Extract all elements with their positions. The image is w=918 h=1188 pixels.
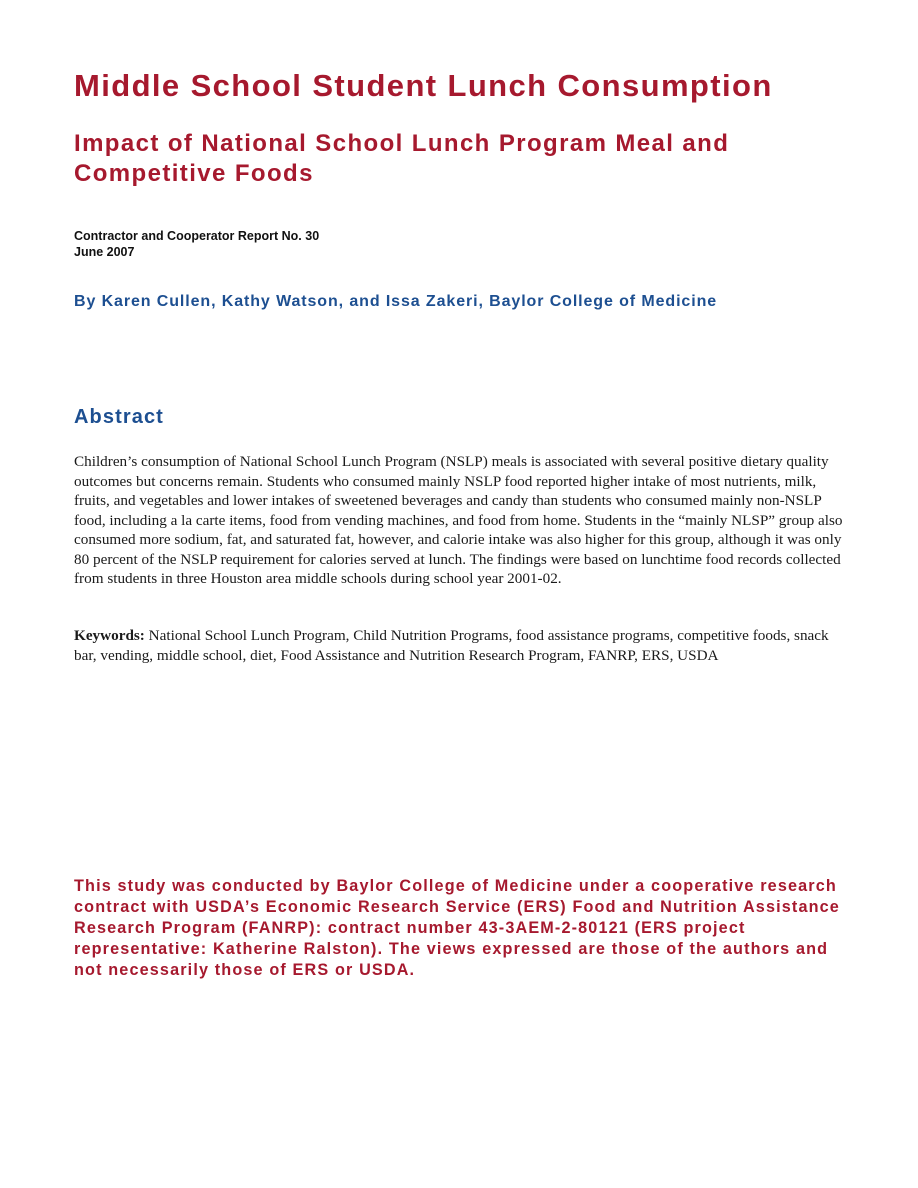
report-title: Middle School Student Lunch Consumption — [74, 68, 773, 103]
keywords-label: Keywords: — [74, 627, 145, 644]
disclaimer-text: This study was conducted by Baylor College of Medicine under a cooperative research contract with USDA’s Economic Research Service (ERS) Food and Nutrition Assistance Research Program (FANRP): contract number 43-3AEM-2-80121 (ERS project representative: Katherine Ralston). The views expressed are those of the authors and not necessarily those of ERS or USDA. — [74, 877, 840, 979]
abstract-heading: Abstract — [74, 406, 164, 428]
keywords-text: National School Lunch Program, Child Nutrition Programs, food assistance programs, competitive foods, snack bar, vending, middle school, diet, Food Assistance and Nutrition Research Program, FANRP, ERS, USDA — [74, 627, 829, 664]
report-info — [74, 228, 319, 260]
report-date: June 2007 — [74, 245, 135, 259]
abstract-body: Children’s consumption of National School Lunch Program (NSLP) meals is associated with several positive dietary quality outcomes but concerns remain. Students who consumed mainly NSLP food reported higher intake of most nutrients, milk, fruits, and vegetables and lower intakes of sweetened beverages and candy than students who consumed mainly non-NSLP food, including a la carte items, food from vending machines, and food from home. Students in the “mainly NLSP” group also consumed more sodium, fat, and saturated fat, however, and calorie intake was also higher for this group, although it was only 80 percent of the NSLP requirement for calories served at lunch. The findings were based on lunchtime food records collected from students in three Houston area middle schools during school year 2001-02. — [74, 453, 843, 587]
keywords-paragraph — [74, 626, 844, 665]
report-subtitle: Impact of National School Lunch Program Meal and Competitive Foods — [74, 130, 730, 187]
report-number: Contractor and Cooperator Report No. 30 — [74, 229, 320, 243]
author-line: By Karen Cullen, Kathy Watson, and Issa Zakeri, Baylor College of Medicine — [74, 293, 718, 310]
